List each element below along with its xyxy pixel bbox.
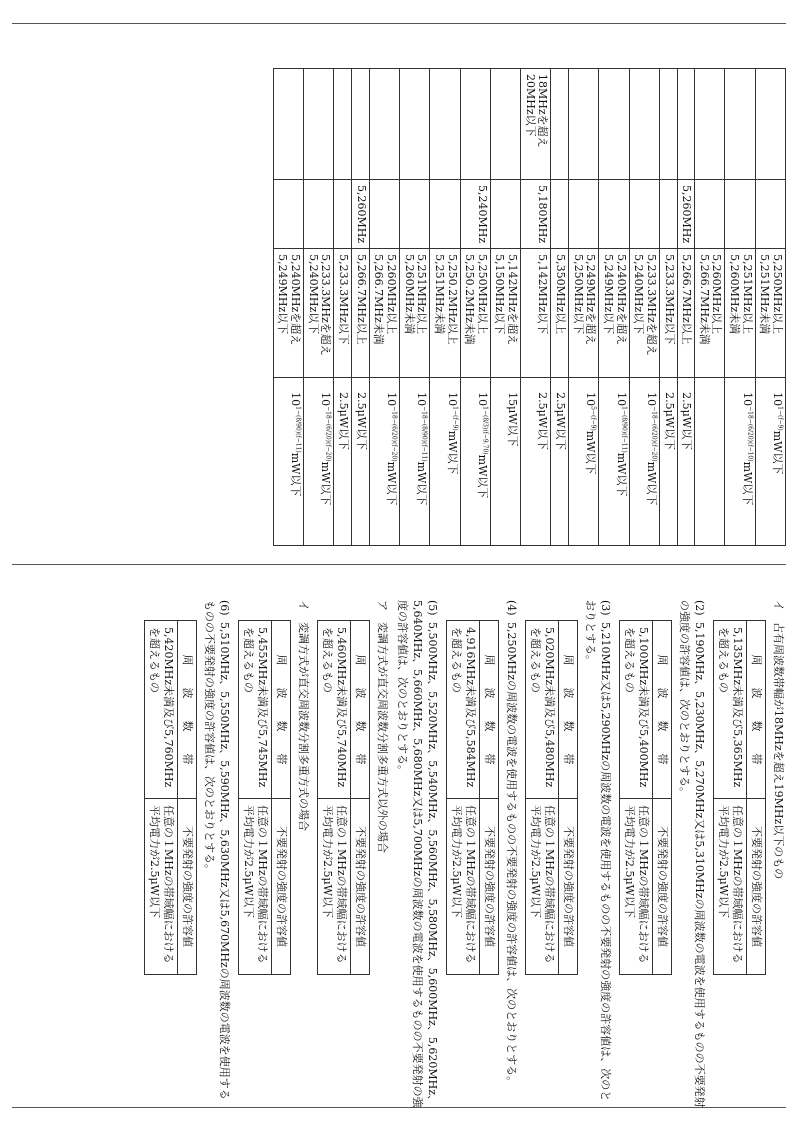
limit-cell [304, 378, 334, 546]
header-frequency-band: 周 波 数 帯 [272, 621, 291, 799]
limit-cell [551, 378, 569, 546]
limit-unit: mW以下 [740, 461, 754, 506]
limit-cell [569, 378, 599, 546]
limit-exponent: 1−(8/3)(f−9.70) [481, 406, 489, 455]
frequency-range-line: 5,251MHz以上 [740, 254, 754, 335]
header-frequency-band: 周 波 数 帯 [351, 621, 370, 799]
bandwidth-category-cell [677, 69, 695, 180]
limit-unit: 2.5μW以下 [354, 392, 368, 451]
cell-limit: 任意の１MHzの帯域幅における平均電力が2.5μW以下 [714, 799, 747, 975]
table-row [273, 69, 303, 546]
limit-cell [755, 378, 785, 546]
table-2 [619, 620, 672, 975]
channel-frequency-cell [659, 180, 677, 249]
limit-cell [677, 378, 695, 546]
bandwidth-category-cell [334, 69, 352, 180]
limit-unit: mW以下 [584, 430, 598, 475]
bandwidth-category-cell [399, 69, 429, 180]
limit-cell [369, 378, 399, 546]
table-4 [446, 620, 499, 975]
table-row [659, 69, 677, 546]
frequency-range-line: 5,266.7MHz以上 [354, 254, 368, 345]
cell-frequency-band: 5,020MHz未満及び5,480MHzを超えるもの [526, 621, 559, 799]
limit-unit: mW以下 [319, 461, 333, 506]
cell-frequency-band: 4,916MHz未満及び5,584MHzを超えるもの [447, 621, 480, 799]
paragraph-number: (2) [693, 600, 706, 616]
limit-unit: mW以下 [384, 461, 398, 506]
limit-cell [352, 378, 370, 546]
limit-base: 10 [771, 392, 784, 407]
frequency-range-line: 5,266.7MHz未満 [697, 254, 711, 345]
table-6 [144, 620, 197, 975]
frequency-range-line: 5,249MHzを超え [584, 254, 598, 346]
lower-text-section [138, 600, 786, 1110]
frequency-range-line: 5,249MHz以下 [601, 254, 615, 335]
bandwidth-category-cell [352, 69, 370, 180]
bandwidth-category-cell [490, 69, 520, 180]
limit-cell [399, 378, 429, 546]
limit-base: 10 [584, 392, 598, 407]
frequency-range-line: 5,233.3MHzを超え [319, 254, 333, 356]
header-frequency-band: 周 波 数 帯 [747, 621, 766, 799]
frequency-range-line: 5,240MHzを超え [614, 254, 628, 346]
channel-frequency-cell: 5,240MHz [460, 180, 490, 249]
paragraph-text: 5,250MHzの周波数の電波を使用するものの不要発射の強度の許容値は、次のとおりとする。 [505, 622, 518, 1088]
table-3 [525, 620, 578, 975]
limit-base: 10 [384, 392, 398, 407]
table-5-a [317, 620, 370, 975]
frequency-range-line: 5,250MHz以上 [771, 254, 784, 335]
table-row [569, 69, 599, 546]
frequency-range-line: 5,260MHz以上 [384, 254, 398, 335]
frequency-range-line: 5,240MHz以下 [632, 254, 646, 335]
table-row [490, 69, 520, 546]
frequency-range-line: 5,233.3MHz以下 [337, 254, 351, 345]
limit-cell [659, 378, 677, 546]
frequency-range-cell [430, 249, 460, 378]
channel-frequency-cell [304, 180, 334, 249]
cell-limit: 任意の１MHzの帯域幅における平均電力が2.5μW以下 [526, 799, 559, 975]
limit-cell [599, 378, 629, 546]
frequency-range-cell [659, 249, 677, 378]
paragraph-4 [504, 600, 519, 1110]
frequency-range-cell [304, 249, 334, 378]
limit-cell [629, 378, 659, 546]
frequency-range-cell [695, 249, 725, 378]
frequency-range-cell [629, 249, 659, 378]
cell-limit: 任意の１MHzの帯域幅における平均電力が2.5μW以下 [447, 799, 480, 975]
limit-exponent: −18−(6/20)(f−20) [650, 406, 658, 462]
limit-unit: 2.5μW以下 [662, 392, 676, 451]
bandwidth-category-cell [551, 69, 569, 180]
limit-unit: 2.5μW以下 [337, 392, 351, 451]
header-frequency-band: 周 波 数 帯 [559, 621, 578, 799]
table-row [430, 69, 460, 546]
table-a [713, 620, 766, 975]
frequency-range-line: 5,250.2MHz以上 [445, 254, 459, 345]
channel-frequency-cell [430, 180, 460, 249]
limit-base: 10 [445, 392, 459, 407]
bandwidth-category-cell [369, 69, 399, 180]
limit-base: 10 [319, 392, 333, 407]
frequency-range-cell [755, 249, 785, 378]
paragraph-number: (4) [505, 600, 518, 616]
limit-base: 10 [415, 392, 429, 407]
limit-base: 10 [289, 392, 303, 407]
table-row [399, 69, 429, 546]
paragraph-3 [583, 600, 613, 1110]
channel-frequency-cell: 5,180MHz [521, 180, 551, 249]
limit-cell [725, 378, 755, 546]
cell-frequency-band: 5,420MHz未満及び5,760MHzを超えるもの [145, 621, 178, 799]
frequency-range-line: 5,250MHz以下 [571, 254, 585, 335]
paragraph-text: 5,210MHz又は5,290MHzの周波数の電波を使用するものの不要発射の強度の許容値は、次のとおりとする。 [584, 600, 612, 1102]
limit-cell [273, 378, 303, 546]
bandwidth-category-cell [725, 69, 755, 180]
bandwidth-category-cell [659, 69, 677, 180]
header-limit: 不要発射の強度の許容値 [178, 799, 197, 975]
paragraph-number: (6) [218, 600, 231, 616]
table-row [695, 69, 725, 546]
channel-frequency-cell [599, 180, 629, 249]
limit-exponent: −18−(6/20)(f−20) [390, 406, 398, 462]
frequency-range-line: 5,260MHz未満 [728, 254, 742, 335]
channel-frequency-cell [490, 180, 520, 249]
header-frequency-band: 周 波 数 帯 [480, 621, 499, 799]
table-row [352, 69, 370, 546]
limit-exponent: −18−(8/90)(f−11) [420, 406, 428, 462]
header-limit: 不要発射の強度の許容値 [747, 799, 766, 975]
frequency-range-line: 5,260MHz未満 [402, 254, 416, 335]
frequency-range-line: 5,350MHz以上 [554, 254, 568, 335]
cell-limit: 任意の１MHzの帯域幅における平均電力が2.5μW以下 [620, 799, 653, 975]
header-limit: 不要発射の強度の許容値 [351, 799, 370, 975]
header-frequency-band: 周 波 数 帯 [653, 621, 672, 799]
limit-cell [334, 378, 352, 546]
table-row [521, 69, 551, 546]
frequency-range-cell [399, 249, 429, 378]
header-limit: 不要発射の強度の許容値 [653, 799, 672, 975]
table-row [755, 69, 785, 546]
limit-unit: 2.5μW以下 [536, 392, 550, 451]
bandwidth-category-cell [304, 69, 334, 180]
frequency-range-line: 5,240MHz以下 [306, 254, 320, 335]
table-5-i [238, 620, 291, 975]
header-limit: 不要発射の強度の許容値 [272, 799, 291, 975]
frequency-range-line: 5,266.7MHz以上 [680, 254, 694, 345]
frequency-range-line: 5,142MHz以下 [536, 254, 550, 335]
paragraph-number: (5) [426, 600, 439, 616]
sub-item-a: ア 変調方式が直交周波数分割多重方式以外の場合 [376, 600, 389, 853]
table-row [725, 69, 755, 546]
frequency-range-line: 5,266.7MHz未満 [372, 254, 386, 345]
frequency-range-line: 5,142MHzを超え [506, 254, 520, 346]
table-row [460, 69, 490, 546]
limit-unit: mW以下 [614, 452, 628, 497]
table-row [304, 69, 334, 546]
table-row [369, 69, 399, 546]
channel-frequency-cell [695, 180, 725, 249]
bandwidth-category-cell [695, 69, 725, 180]
frequency-range-line: 5,251MHz未満 [758, 254, 772, 335]
cell-frequency-band: 5,460MHz未満及び5,740MHzを超えるもの [318, 621, 351, 799]
cell-frequency-band: 5,135MHz未満及び5,365MHzを超えるもの [714, 621, 747, 799]
limit-exponent: −18−(6/20)(f−10) [746, 406, 754, 462]
paragraph-number: (3) [599, 600, 612, 616]
bandwidth-category-cell [569, 69, 599, 180]
limit-exponent: 1−(f−9) [776, 406, 784, 431]
limit-exponent: −18−(6/20)(f−20) [325, 406, 333, 462]
limit-cell [490, 378, 520, 546]
limit-cell [430, 378, 460, 546]
frequency-range-line: 5,250.2MHz未満 [463, 254, 477, 345]
limit-cell [460, 378, 490, 546]
limit-unit: mW以下 [475, 454, 489, 499]
frequency-range-cell [369, 249, 399, 378]
paragraph-text: 5,500MHz、5,520MHz、5,540MHz、5,560MHz、5,580MHz、5,600MHz、5,620MHz、5,640MHz、5,660MHz、5,680MHz又は5,700MHzの周波数の電波を使用するものの不要発射の強度の許容値は、次のとおりとする。 [396, 600, 439, 1108]
cell-limit: 任意の１MHzの帯域幅における平均電力が2.5μW以下 [145, 799, 178, 975]
limit-cell [521, 378, 551, 546]
cell-limit: 任意の１MHzの帯域幅における平均電力が2.5μW以下 [318, 799, 351, 975]
paragraph-text: 5,510MHz、5,550MHz、5,590MHz、5,630MHz又は5,670MHzの周波数の電波を使用するものの不要発射の強度の許容値は、次のとおりとする。 [203, 600, 231, 1100]
channel-frequency-cell [725, 180, 755, 249]
bandwidth-category-cell [629, 69, 659, 180]
frequency-range-line: 5,260MHz以上 [710, 254, 724, 335]
limit-cell [695, 378, 725, 546]
header-limit: 不要発射の強度の許容値 [559, 799, 578, 975]
limit-unit: 2.5μW以下 [680, 392, 694, 451]
heading-item-a: イ 占有周波数帯幅が18MHzを超え19MHz以下のもの [772, 600, 785, 880]
limit-unit: mW以下 [445, 430, 459, 475]
channel-frequency-cell [629, 180, 659, 249]
limit-unit: 15μW以下 [506, 392, 520, 447]
paragraph-5 [395, 600, 440, 1110]
spurious-emission-limit-table [273, 68, 786, 546]
cell-frequency-band: 5,100MHz未満及び5,400MHzを超えるもの [620, 621, 653, 799]
limit-unit: mW以下 [644, 461, 658, 506]
frequency-range-line: 5,233.3MHzを超え [644, 254, 658, 356]
frequency-range-cell [460, 249, 490, 378]
limit-exponent: 1−(8/90)(f−11) [620, 406, 628, 453]
table-body [273, 69, 785, 546]
frequency-range-cell [273, 249, 303, 378]
frequency-range-cell [599, 249, 629, 378]
limit-exponent: 1−(8/90)(f−11) [294, 406, 302, 453]
limit-unit: mW以下 [771, 430, 784, 475]
bandwidth-category-cell [599, 69, 629, 180]
frequency-range-line: 5,249MHz以下 [276, 254, 290, 335]
table-row [334, 69, 352, 546]
channel-frequency-cell [755, 180, 785, 249]
frequency-range-cell [725, 249, 755, 378]
bandwidth-category-cell [460, 69, 490, 180]
frequency-range-cell [551, 249, 569, 378]
frequency-range-cell [569, 249, 599, 378]
paragraph-6 [202, 600, 232, 1110]
paragraph-2 [677, 600, 707, 1110]
frequency-range-line: 5,251MHz未満 [432, 254, 446, 335]
frequency-range-cell [490, 249, 520, 378]
bandwidth-category-cell: 18MHzを超え20MHz以下 [521, 69, 551, 180]
frequency-range-line: 5,250MHz以上 [475, 254, 489, 335]
channel-frequency-cell: 5,260MHz [352, 180, 370, 249]
channel-frequency-cell [399, 180, 429, 249]
channel-frequency-cell [334, 180, 352, 249]
bandwidth-category-cell [273, 69, 303, 180]
channel-frequency-cell [273, 180, 303, 249]
table-row [629, 69, 659, 546]
table-row [551, 69, 569, 546]
header-frequency-band: 周 波 数 帯 [178, 621, 197, 799]
channel-frequency-cell [369, 180, 399, 249]
frequency-range-line: 5,150MHz以下 [493, 254, 507, 335]
table-row [677, 69, 695, 546]
limit-exponent: 1−(f−9) [451, 406, 459, 431]
frequency-range-cell [352, 249, 370, 378]
frequency-range-cell [334, 249, 352, 378]
frequency-range-line: 5,233.3MHz以下 [662, 254, 676, 345]
channel-frequency-cell: 5,260MHz [677, 180, 695, 249]
upper-table-section [273, 68, 786, 546]
frequency-range-line: 5,240MHzを超え [289, 254, 303, 346]
limit-base: 10 [644, 392, 658, 407]
channel-frequency-cell [569, 180, 599, 249]
limit-exponent: 5−(f−9) [589, 406, 597, 431]
frequency-range-cell [521, 249, 551, 378]
limit-unit: mW以下 [415, 461, 429, 506]
header-limit: 不要発射の強度の許容値 [480, 799, 499, 975]
limit-unit: mW以下 [289, 452, 303, 497]
frequency-range-line: 5,251MHz以上 [415, 254, 429, 335]
limit-base: 10 [740, 392, 754, 407]
table-row [599, 69, 629, 546]
limit-unit: 2.5μW以下 [554, 392, 568, 451]
limit-base: 10 [475, 392, 489, 407]
bandwidth-category-cell [430, 69, 460, 180]
paragraph-text: 5,190MHz、5,230MHz、5,270MHz又は5,310MHzの周波数の電波を使用するものの不要発射の強度の許容値は、次のとおりとする。 [678, 600, 706, 1108]
limit-base: 10 [614, 392, 628, 407]
sub-item-i: イ 変調方式が直交周波数分割多重方式の場合 [297, 600, 310, 831]
frequency-range-cell [677, 249, 695, 378]
cell-limit: 任意の１MHzの帯域幅における平均電力が2.5μW以下 [239, 799, 272, 975]
bandwidth-category-cell [755, 69, 785, 180]
channel-frequency-cell [551, 180, 569, 249]
cell-frequency-band: 5,455MHz未満及び5,745MHzを超えるもの [239, 621, 272, 799]
